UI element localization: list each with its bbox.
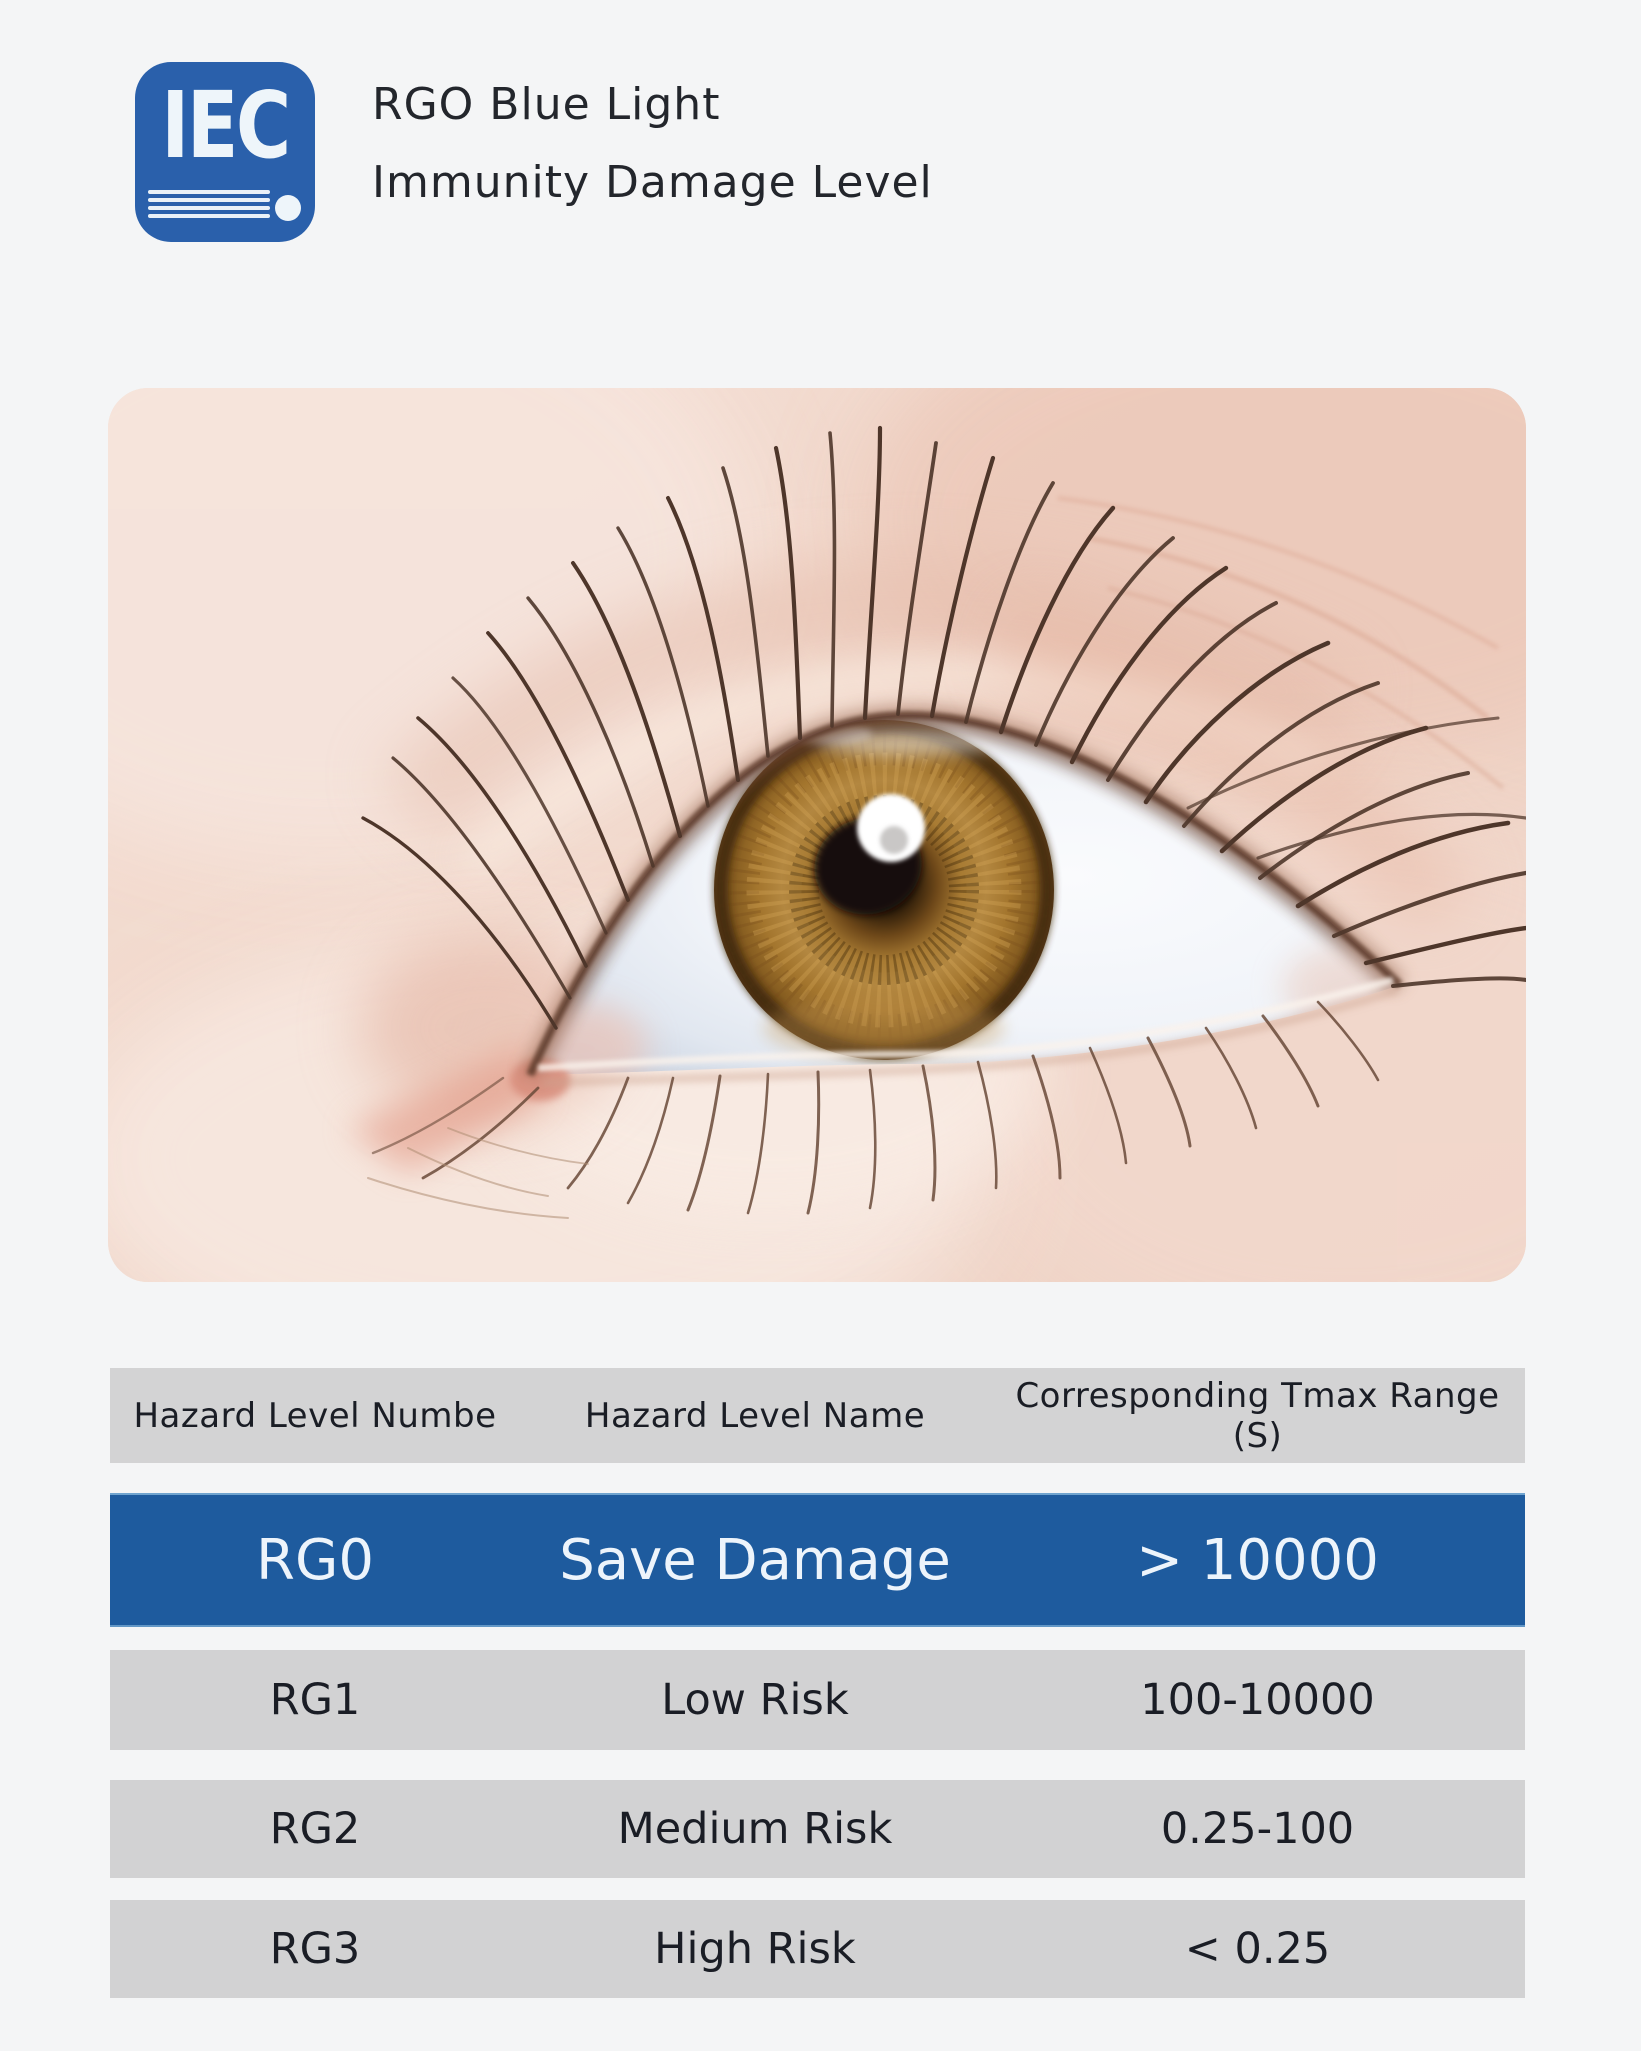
cell-rg2-number: RG2 [269,1804,361,1854]
iec-logo [135,62,315,242]
iec-logo-dot-icon [275,195,301,221]
cell-rg3-range: < 0.25 [1184,1924,1331,1974]
iec-logo-text: IEC [161,72,289,179]
cell-rg3-name: High Risk [654,1924,856,1974]
cell-rg1-number: RG1 [269,1675,361,1725]
table-row-rg3 [110,1900,1525,1998]
cell-rg1-range: 100-10000 [1140,1675,1375,1725]
col-header-hazard-level-name: Hazard Level Name [584,1395,926,1436]
table-row-rg2 [110,1780,1525,1878]
col-header-hazard-level-number: Hazard Level Numbe [133,1395,497,1436]
cell-rg3-number: RG3 [269,1924,361,1974]
col-header-tmax-range: Corresponding Tmax Range (S) [1015,1375,1500,1456]
eye-macro-photo [108,388,1526,1282]
title-line-2: Immunity Damage Level [372,157,933,208]
iec-logo-lines-icon [148,190,270,222]
cell-rg2-range: 0.25-100 [1160,1804,1355,1854]
cell-rg1-name: Low Risk [661,1675,849,1725]
cell-rg0-range: > 10000 [1136,1527,1379,1593]
page-title [372,66,933,222]
title-line-1: RGO Blue Light [372,79,721,130]
table-row-rg0 [110,1493,1525,1627]
table-row-rg1 [110,1650,1525,1750]
eye-illustration [108,388,1526,1282]
cell-rg0-number: RG0 [256,1527,374,1593]
cell-rg2-name: Medium Risk [617,1804,893,1854]
table-header-row [110,1368,1525,1463]
cell-rg0-name: Save Damage [559,1527,951,1593]
